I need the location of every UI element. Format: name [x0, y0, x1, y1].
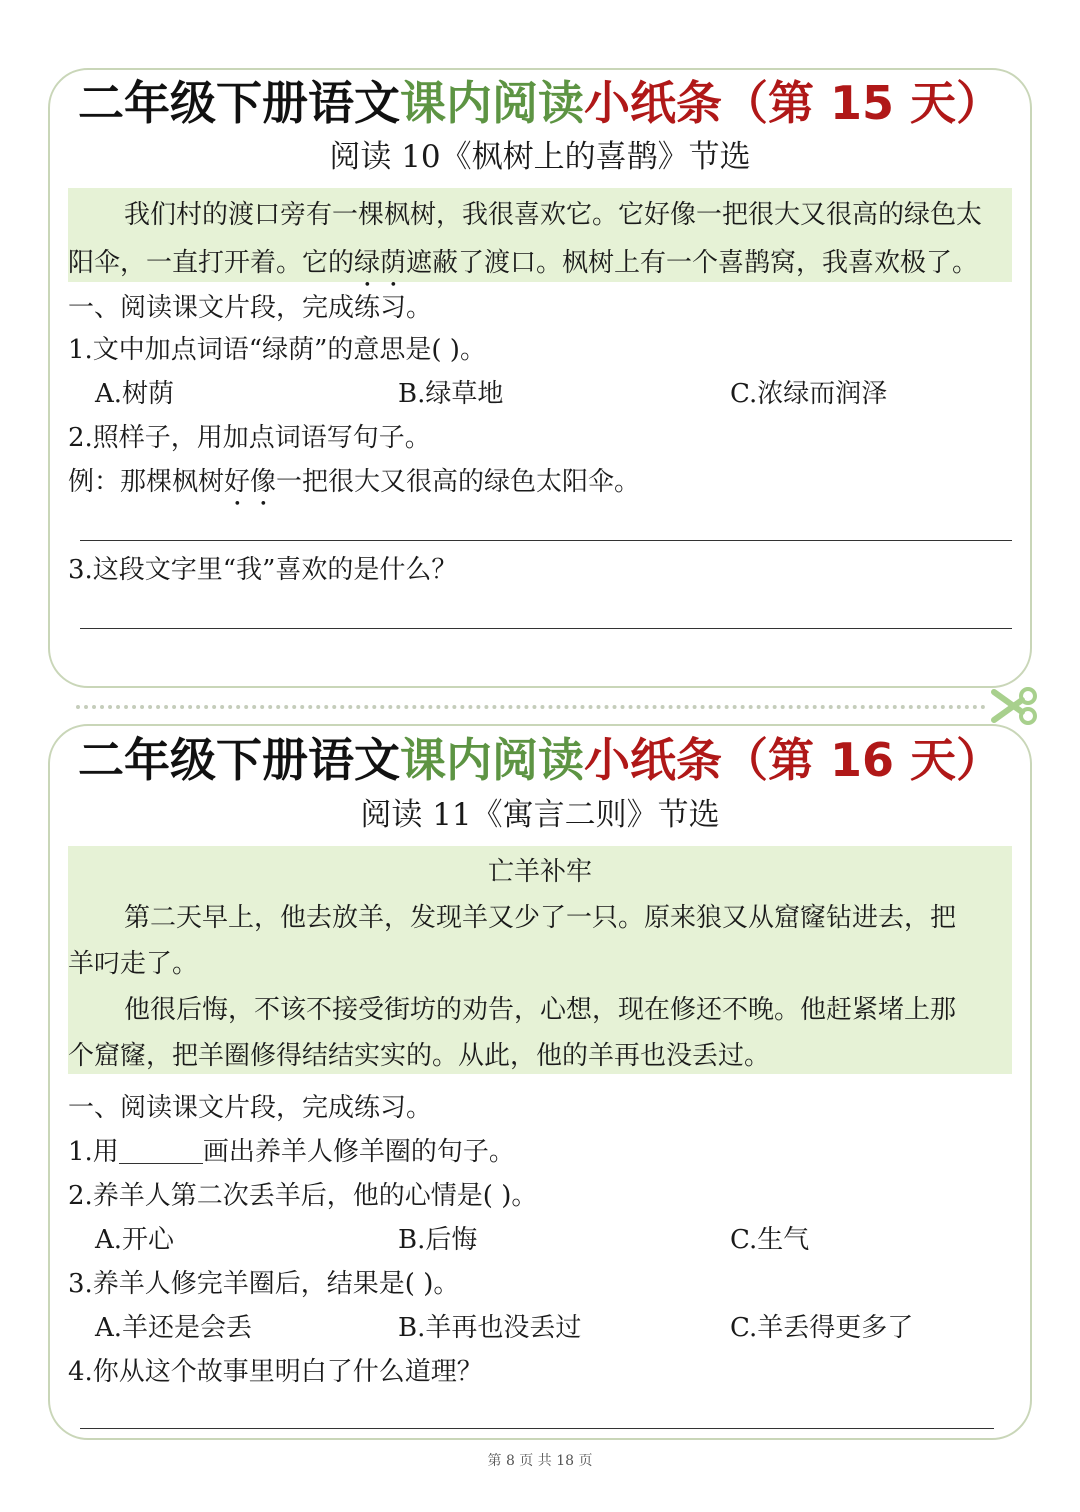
page-footer: 第 8 页 共 18 页 — [487, 1453, 593, 1469]
title-part: 二年级下册语文 — [77, 733, 400, 787]
answer-line[interactable] — [80, 540, 1012, 541]
question-3: 3.养羊人修完羊圈后，结果是( )。 — [68, 1269, 460, 1299]
question-1: 1.文中加点词语“绿荫”的意思是( )。 — [68, 335, 486, 365]
question-1 — [68, 1132, 515, 1172]
passage-line: 第二天早上，他去放羊，发现羊又少了一只。原来狼又从窟窿钻进去，把 — [124, 903, 957, 933]
passage-line: 他很后悔，不该不接受街坊的劝告，心想，现在修还不晚。他赶紧堵上那 — [124, 995, 957, 1025]
example-sentence — [68, 462, 640, 512]
text: 一把很大又很高的绿色太阳伞。 — [276, 467, 641, 497]
question-4: 4.你从这个故事里明白了什么道理？ — [68, 1357, 483, 1387]
day15-subtitle: 阅读 10《枫树上的喜鹊》节选 — [329, 139, 751, 175]
title-part: 小纸条（第 16 天） — [583, 733, 1003, 787]
passage-line: 我们村的渡口旁有一棵枫树，我很喜欢它。它好像一把很大又很高的绿色太 — [124, 200, 983, 230]
title-part: 课内阅读 — [399, 76, 584, 130]
cut-line — [76, 705, 986, 709]
option-a: A.开心 — [95, 1225, 175, 1255]
option-c: C.生气 — [730, 1225, 810, 1255]
passage-line: 个窟窿，把羊圈修得结结实实的。从此，他的羊再也没丢过。 — [68, 1041, 771, 1071]
text: 例：那棵枫树 — [68, 467, 225, 497]
emphasized-word: 好像 — [224, 467, 277, 497]
story-title: 亡羊补牢 — [487, 857, 592, 887]
section-heading: 一、阅读课文片段，完成练习。 — [68, 293, 433, 323]
scissors-icon — [990, 686, 1040, 726]
passage-line: 羊叼走了。 — [68, 949, 199, 979]
title-part: 二年级下册语文 — [77, 76, 400, 130]
option-c: C.羊丢得更多了 — [730, 1313, 914, 1343]
text: 1.用 — [68, 1137, 119, 1167]
answer-line[interactable] — [80, 1428, 994, 1429]
day16-title — [0, 732, 1080, 788]
option-b: B.绿草地 — [398, 379, 504, 409]
option-c: C.浓绿而润泽 — [730, 379, 888, 409]
title-part: 小纸条（第 15 天） — [583, 76, 1003, 130]
question-3: 3.这段文字里“我”喜欢的是什么？ — [68, 555, 458, 585]
section-heading: 一、阅读课文片段，完成练习。 — [68, 1093, 433, 1123]
answer-line[interactable] — [80, 628, 1012, 629]
text: 画出养羊人修羊圈的句子。 — [202, 1137, 515, 1167]
passage-line — [68, 243, 978, 293]
emphasized-word: 绿荫 — [354, 248, 407, 278]
day16-subtitle: 阅读 11《寓言二则》节选 — [360, 797, 720, 833]
option-a: A.羊还是会丢 — [95, 1313, 253, 1343]
day15-title — [0, 75, 1080, 131]
question-2: 2.照样子，用加点词语写句子。 — [68, 423, 431, 453]
text: 遮蔽了渡口。枫树上有一个喜鹊窝，我喜欢极了。 — [406, 248, 979, 278]
title-part: 课内阅读 — [399, 733, 584, 787]
option-b: B.羊再也没丢过 — [398, 1313, 582, 1343]
question-2: 2.养羊人第二次丢羊后，他的心情是( )。 — [68, 1181, 538, 1211]
text: 阳伞，一直打开着。它的 — [68, 248, 355, 278]
option-b: B.后悔 — [398, 1225, 478, 1255]
option-a: A.树荫 — [95, 379, 175, 409]
underline-mark — [119, 1135, 203, 1164]
